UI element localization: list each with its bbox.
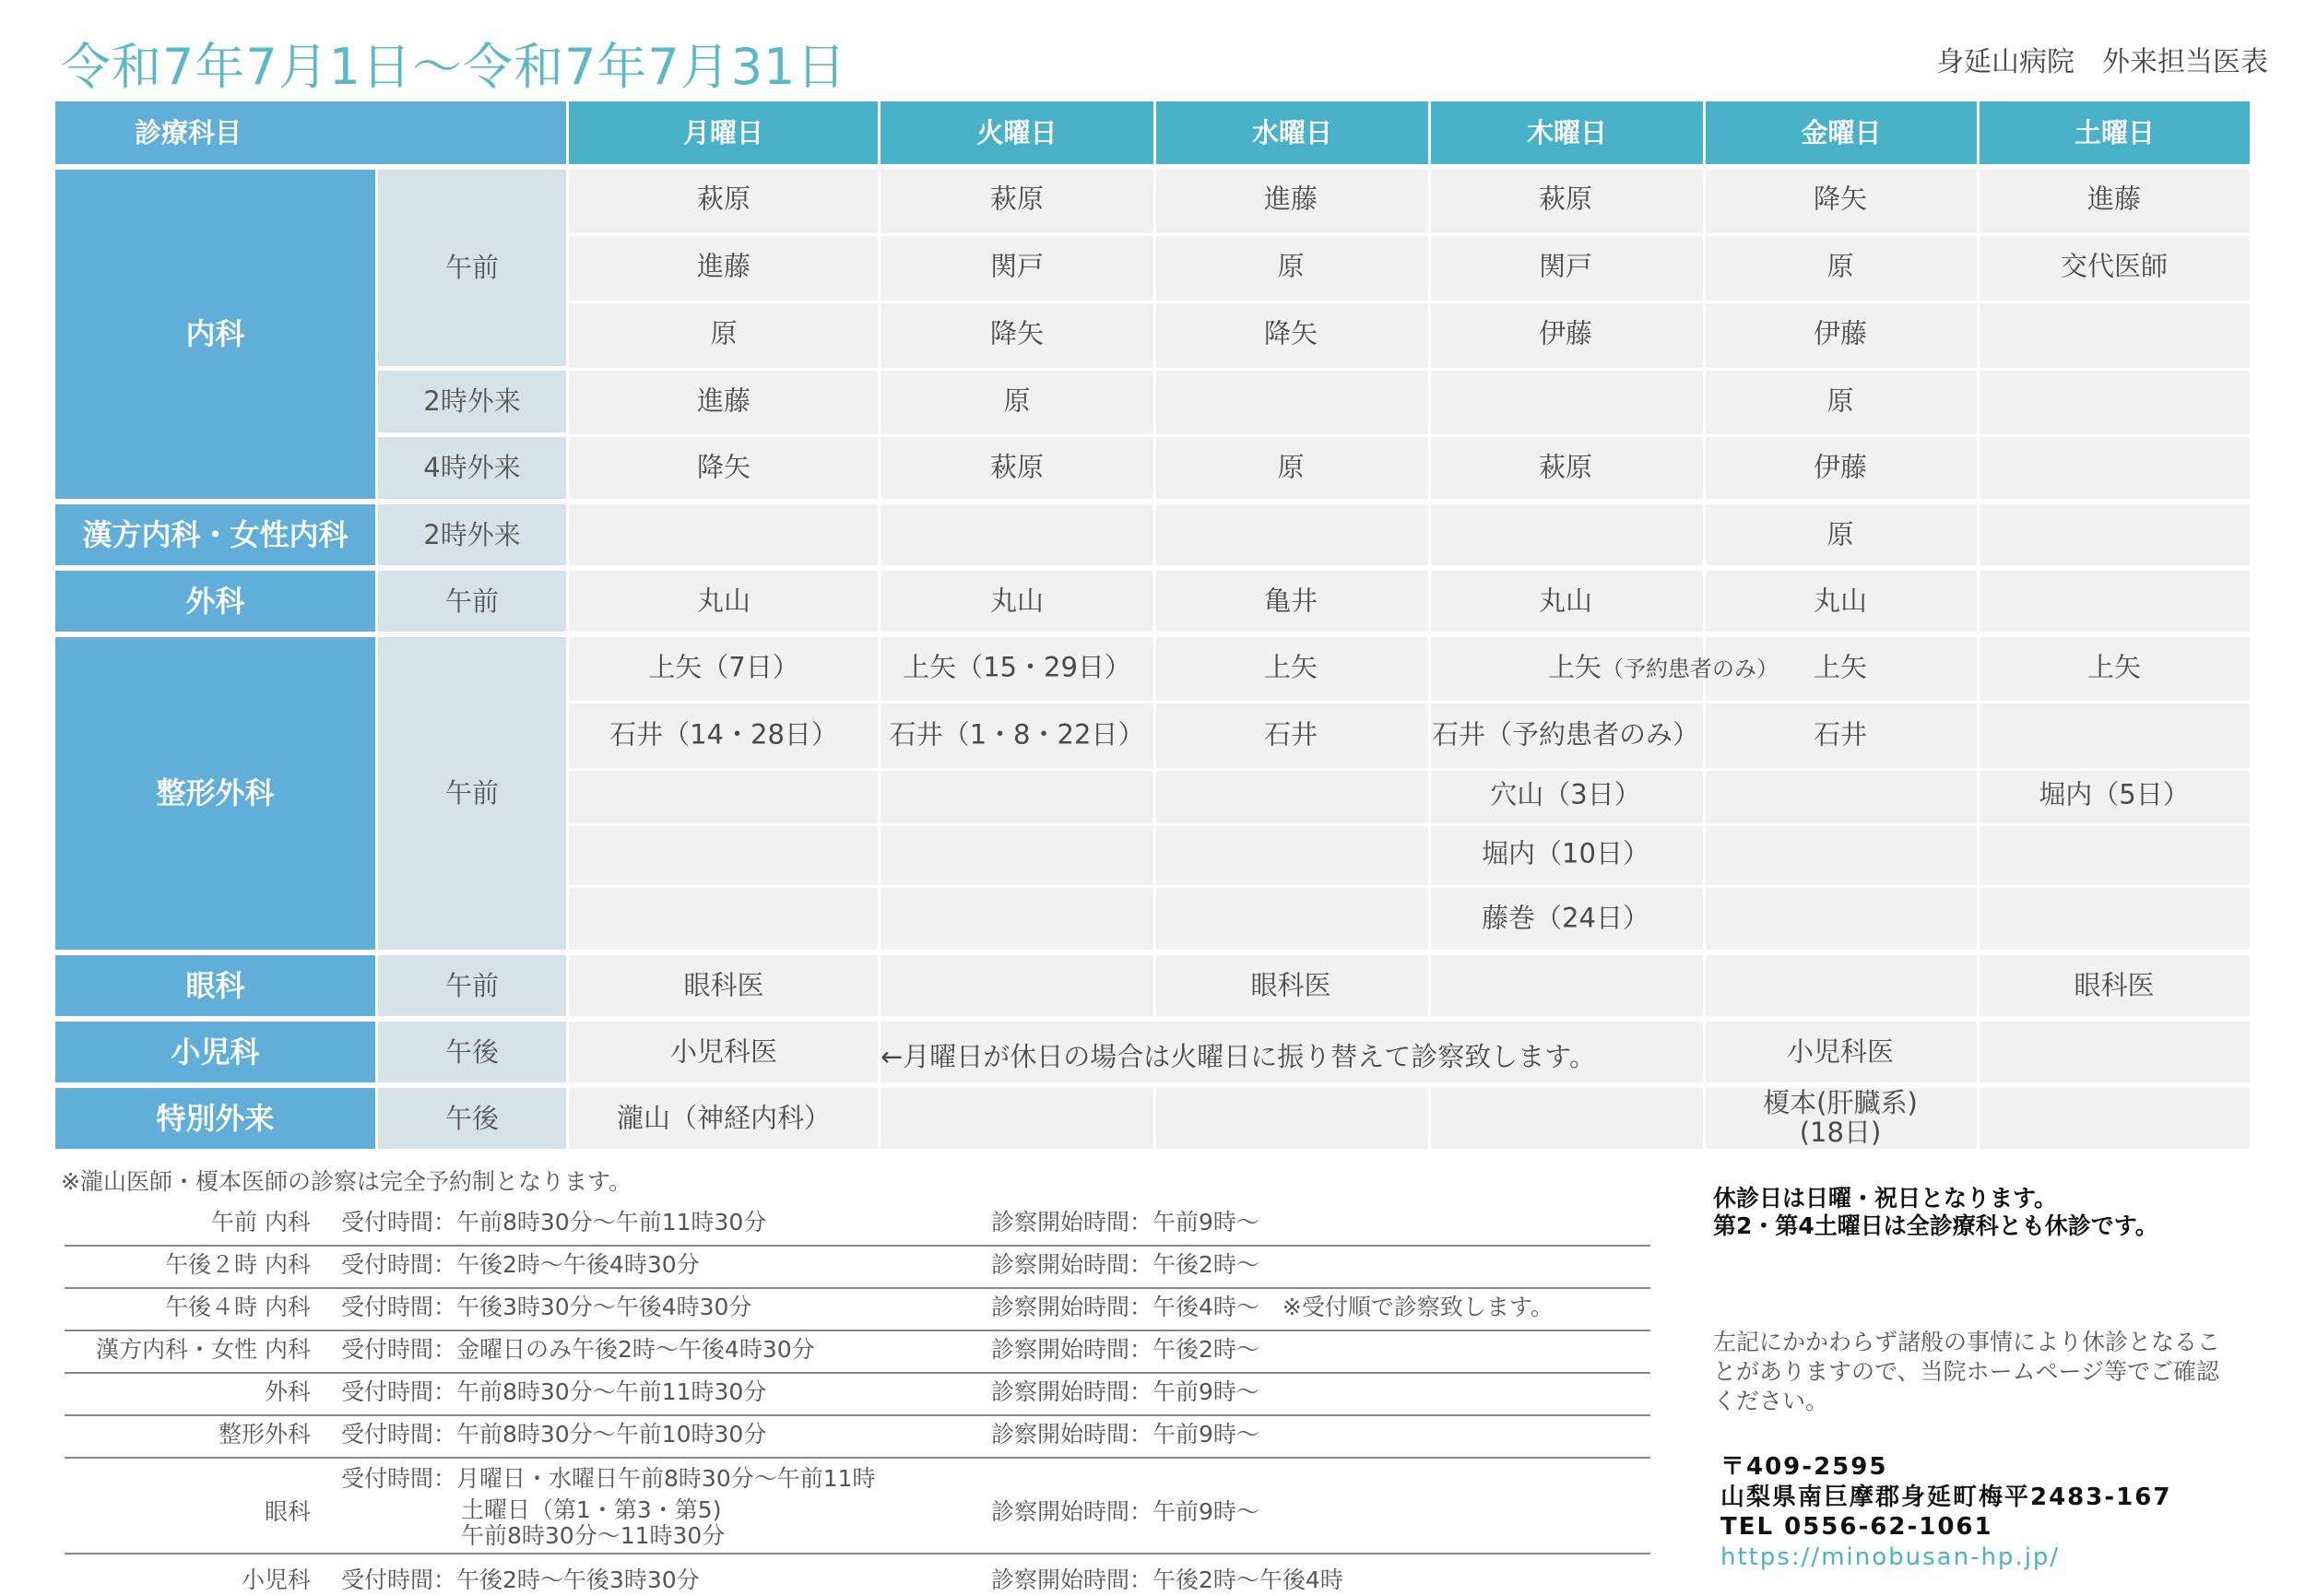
doctor-cell: 降矢 xyxy=(989,317,1045,349)
divider xyxy=(569,301,2250,303)
hours-label: 小児科 xyxy=(241,1566,311,1593)
doctor-cell: 原 xyxy=(1277,451,1305,483)
dept-kampo: 漢方内科・女性内科 xyxy=(55,504,375,565)
hours-reception: 受付時間：午後3時30分〜午後4時30分 xyxy=(341,1294,752,1320)
hours-reception-sat-time: 午前8時30分〜11時30分 xyxy=(461,1522,726,1549)
hours-row xyxy=(65,1416,1650,1459)
doctor-cell: 伊藤 xyxy=(1538,317,1593,349)
dept-naika: 内科 xyxy=(55,170,375,499)
divider xyxy=(569,701,2250,703)
phone-number: TEL 0556-62-1061 xyxy=(1720,1513,1993,1541)
doctor-cell: 上矢 xyxy=(1263,651,1318,683)
divider xyxy=(1703,1022,1706,1082)
hours-reception: 受付時間：午後2時〜午後4時30分 xyxy=(341,1251,700,1278)
divider xyxy=(1153,1088,1156,1149)
hours-row xyxy=(65,1331,1650,1374)
doctor-cell: 丸山 xyxy=(1538,585,1593,617)
session-naika-2: 2時外来 xyxy=(378,371,566,432)
hours-label: 午後４時 内科 xyxy=(165,1294,311,1320)
hours-start: 診察開始時間：午後2時〜午後4時 xyxy=(991,1566,1343,1593)
divider xyxy=(569,885,2250,888)
doctor-cell: 進藤 xyxy=(696,384,751,417)
hours-row-shoni xyxy=(65,1560,1650,1593)
dept-seikei: 整形外科 xyxy=(55,637,375,950)
divider xyxy=(569,823,2250,826)
doctor-cell: 上矢 xyxy=(1813,651,1868,683)
doctor-cell: 小児科医 xyxy=(669,1035,778,1068)
ganka-block xyxy=(569,955,2250,1016)
day-header-mon: 月曜日 xyxy=(569,101,878,164)
hours-start: 診察開始時間：午前9時〜 xyxy=(991,1378,1259,1405)
divider xyxy=(1153,170,1156,1022)
doctor-cell: 原 xyxy=(1003,384,1031,417)
hours-label: 整形外科 xyxy=(218,1421,311,1448)
doctor-cell: 眼科医 xyxy=(1250,969,1331,1001)
page-title: 令和7年7月1日〜令和7年7月31日 xyxy=(61,38,847,96)
divider xyxy=(1428,1088,1431,1149)
divider xyxy=(1703,1088,1706,1149)
doctor-cell: 石井（1・8・22日） xyxy=(889,718,1145,751)
doctor-cell: 石井（予約患者のみ） xyxy=(1431,718,1700,751)
hours-start: 診察開始時間：午後4時〜 ※受付順で診察致します。 xyxy=(991,1294,1554,1320)
doctor-cell: 原 xyxy=(1826,384,1854,417)
doctor-cell: 降矢 xyxy=(696,451,751,483)
doctor-cell: 萩原 xyxy=(989,183,1045,215)
hours-start: 診察開始時間：午前9時〜 xyxy=(991,1421,1259,1448)
doctor-cell: 萩原 xyxy=(989,451,1045,483)
doctor-cell: 堀内（5日） xyxy=(2039,778,2190,810)
divider xyxy=(878,170,881,1149)
doctor-cell: 進藤 xyxy=(2086,183,2142,215)
divider xyxy=(378,368,2250,371)
doctor-cell: 進藤 xyxy=(696,250,751,282)
day-header-thu: 木曜日 xyxy=(1431,101,1703,164)
street-address: 山梨県南巨摩郡身延町梅平2483-167 xyxy=(1720,1483,2172,1511)
hours-label: 午前 内科 xyxy=(211,1209,311,1235)
doctor-cell: 瀧山（神経内科） xyxy=(616,1102,832,1134)
doctor-cell: 関戸 xyxy=(1538,250,1593,282)
hospital-name: 身延山病院 外来担当医表 xyxy=(1936,46,2268,78)
doctor-cell: 原 xyxy=(710,317,738,349)
dept-geka: 外科 xyxy=(55,571,375,632)
day-header-wed: 水曜日 xyxy=(1156,101,1428,164)
hours-reception: 受付時間：午前8時30分〜午前11時30分 xyxy=(341,1378,767,1405)
hours-reception: 受付時間：金曜日のみ午後2時〜午後4時30分 xyxy=(341,1336,815,1363)
doctor-cell: 萩原 xyxy=(1538,451,1593,483)
session-naika-am: 午前 xyxy=(378,170,566,366)
hours-row-ganka xyxy=(65,1459,1650,1555)
doctor-cell: 上矢（7日） xyxy=(648,651,799,683)
doctor-cell: 伊藤 xyxy=(1813,451,1868,483)
doctor-cell: 交代医師 xyxy=(2060,250,2169,282)
doctor-cell: 堀内（10日） xyxy=(1482,837,1649,869)
divider xyxy=(1703,170,1706,1022)
hours-start: 診察開始時間：午後2時〜 xyxy=(991,1336,1259,1363)
hours-row xyxy=(65,1204,1650,1247)
hours-label: 外科 xyxy=(264,1378,311,1405)
shoni-note: ←月曜日が休日の場合は火曜日に振り替えて診察致します。 xyxy=(881,1041,1596,1072)
dept-shoni: 小児科 xyxy=(55,1022,375,1082)
doctor-cell: 進藤 xyxy=(1263,183,1318,215)
divider xyxy=(1428,170,1431,1022)
doctor-cell: 丸山 xyxy=(696,585,751,617)
session-naika-4: 4時外来 xyxy=(378,437,566,499)
hours-label: 漢方内科・女性 内科 xyxy=(96,1336,311,1363)
doctor-cell: 眼科医 xyxy=(2074,969,2155,1001)
website-link[interactable]: https://minobusan-hp.jp/ xyxy=(1720,1543,2061,1571)
corner-header: 診療科目 xyxy=(55,101,566,164)
doctor-cell: 丸山 xyxy=(1813,585,1868,617)
doctor-cell: 降矢 xyxy=(1263,317,1318,349)
divider xyxy=(569,233,2250,236)
hours-reception: 受付時間：月曜日・水曜日午前8時30分〜午前11時 xyxy=(341,1465,876,1492)
doctor-cell: 穴山（3日） xyxy=(1490,778,1641,810)
doctor-cell: 伊藤 xyxy=(1813,317,1868,349)
doctor-cell: 石井（14・28日） xyxy=(609,718,838,751)
hours-reception-sat: 土曜日（第1・第3・第5) xyxy=(461,1496,722,1523)
doctor-cell: 降矢 xyxy=(1813,183,1868,215)
hours-row xyxy=(65,1374,1650,1416)
kampo-block xyxy=(569,504,2250,565)
doctor-cell: 藤巻（24日） xyxy=(1482,902,1649,934)
hours-label: 眼科 xyxy=(264,1498,311,1525)
hours-row xyxy=(65,1289,1650,1331)
doctor-cell: 上矢（15・29日） xyxy=(903,651,1131,683)
doctor-cell: 原 xyxy=(1277,250,1305,282)
reservation-note: ※瀧山医師・榎本医師の診察は完全予約制となります。 xyxy=(61,1168,632,1195)
doctor-cell: 榎本(肝臓系) (18日) xyxy=(1763,1087,1918,1148)
doctor-cell: 小児科医 xyxy=(1786,1035,1895,1068)
doctor-cell: 石井 xyxy=(1263,718,1318,751)
naika-block xyxy=(569,170,2250,499)
hours-start: 診察開始時間：午前9時〜 xyxy=(991,1498,1259,1525)
dept-ganka: 眼科 xyxy=(55,955,375,1016)
zip-code: 〒409-2595 xyxy=(1720,1453,1888,1481)
session-ganka: 午前 xyxy=(378,955,566,1016)
dept-tokubetsu: 特別外来 xyxy=(55,1088,375,1149)
doctor-cell: 上矢（予約患者のみ） xyxy=(1547,651,1779,683)
address-block xyxy=(1720,1452,2171,1572)
hours-start: 診察開始時間：午後2時〜 xyxy=(991,1251,1259,1278)
day-header-sat: 土曜日 xyxy=(1980,101,2250,164)
hours-reception: 受付時間：午前8時30分〜午前10時30分 xyxy=(341,1421,767,1448)
doctor-cell: 石井 xyxy=(1813,718,1868,751)
session-geka: 午前 xyxy=(378,571,566,632)
doctor-cell: 萩原 xyxy=(1538,183,1593,215)
doctor-cell: 丸山 xyxy=(989,585,1045,617)
session-shoni: 午後 xyxy=(378,1022,566,1082)
day-header-fri: 金曜日 xyxy=(1706,101,1977,164)
hours-reception: 受付時間：午前8時30分〜午前11時30分 xyxy=(341,1209,767,1235)
doctor-cell: 原 xyxy=(1826,250,1854,282)
closed-saturday-notice: 第2・第4土曜日は全診療科とも休診です。 xyxy=(1713,1212,2158,1239)
session-seikei: 午前 xyxy=(378,637,566,950)
doctor-cell: 原 xyxy=(1826,518,1854,550)
disclaimer: 左記にかかわらず諸般の事情により休診となることがありますので、当院ホームページ等でご確認ください。 xyxy=(1713,1329,2221,1414)
divider xyxy=(1977,170,1980,1149)
session-kampo: 2時外来 xyxy=(378,504,566,565)
divider xyxy=(378,434,2250,437)
doctor-cell: 亀井 xyxy=(1263,585,1318,617)
hours-reception: 受付時間：午後2時〜午後3時30分 xyxy=(341,1566,700,1593)
divider xyxy=(569,768,2250,771)
hours-label: 午後２時 内科 xyxy=(165,1251,311,1278)
hours-start: 診察開始時間：午前9時〜 xyxy=(991,1209,1259,1235)
seikei-block xyxy=(569,637,2250,950)
geka-block xyxy=(569,571,2250,632)
doctor-cell: 萩原 xyxy=(696,183,751,215)
closed-days-notice: 休診日は日曜・祝日となります。 xyxy=(1713,1185,2058,1212)
doctor-cell: 眼科医 xyxy=(683,969,764,1001)
hours-row xyxy=(65,1247,1650,1289)
day-header-tue: 火曜日 xyxy=(881,101,1153,164)
doctor-cell: 関戸 xyxy=(989,250,1045,282)
doctor-cell: 上矢 xyxy=(2086,651,2142,683)
session-tokubetsu: 午後 xyxy=(378,1088,566,1149)
